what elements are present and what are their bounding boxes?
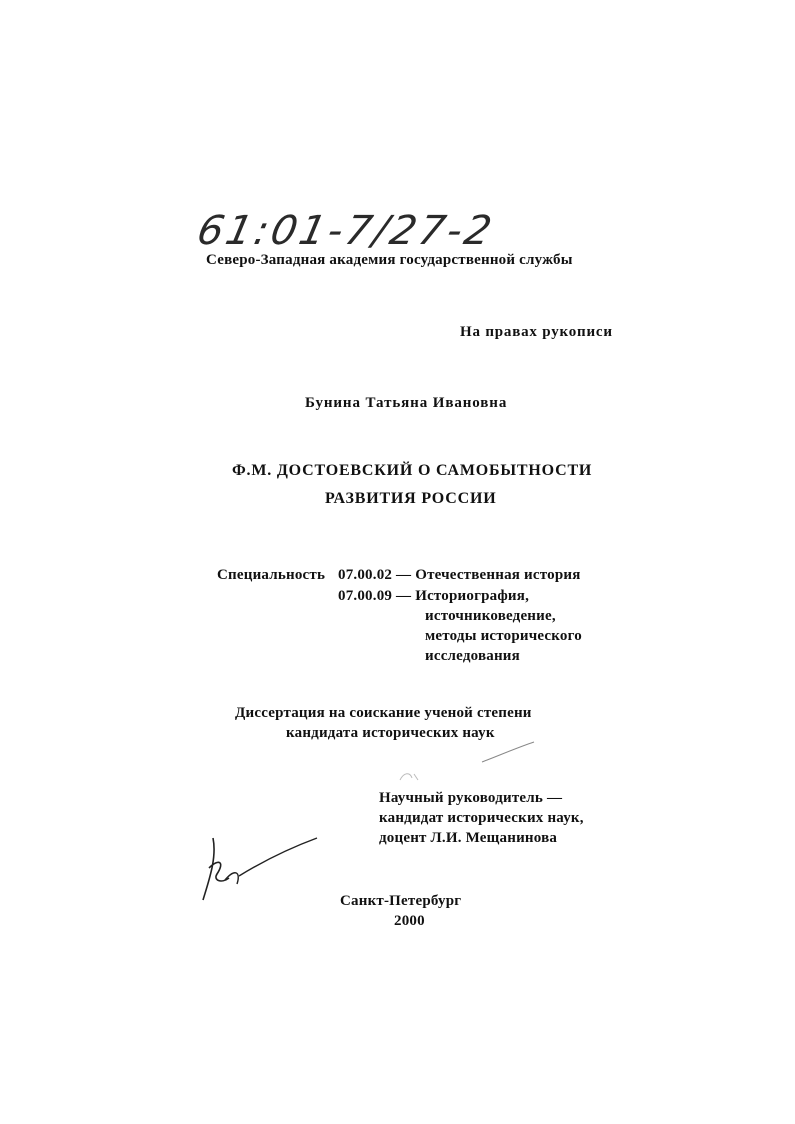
city: Санкт-Петербург [340, 893, 462, 909]
institution-name: Северо-Западная академия государственной службы [206, 252, 573, 268]
author-name: Бунина Татьяна Ивановна [305, 395, 508, 411]
specialty-line: источниковедение, [425, 608, 556, 624]
rights-notice: На правах рукописи [460, 324, 613, 340]
handwritten-signature [195, 828, 325, 908]
specialty-line: 07.00.02 — Отечественная история [338, 567, 581, 583]
supervisor-line: доцент Л.И. Мещанинова [379, 830, 558, 846]
degree-statement-line: кандидата исторических наук [286, 725, 495, 741]
specialty-label: Специальность [217, 567, 326, 583]
dissertation-title-line-2: РАЗВИТИЯ РОССИИ [325, 490, 497, 507]
degree-statement-line: Диссертация на соискание ученой степени [235, 705, 532, 721]
specialty-line: методы исторического [425, 628, 582, 644]
year: 2000 [394, 913, 425, 929]
supervisor-line: кандидат исторических наук, [379, 810, 584, 826]
pen-stroke-mark [478, 738, 538, 768]
handwritten-catalog-number: 61:01-7/27-2 [193, 208, 499, 254]
dissertation-title-line-1: Ф.М. ДОСТОЕВСКИЙ О САМОБЫТНОСТИ [232, 462, 593, 479]
specialty-line: исследования [425, 648, 520, 664]
specialty-line: 07.00.09 — Историография, [338, 588, 530, 604]
faint-mark [398, 768, 422, 784]
supervisor-line: Научный руководитель — [379, 790, 563, 806]
